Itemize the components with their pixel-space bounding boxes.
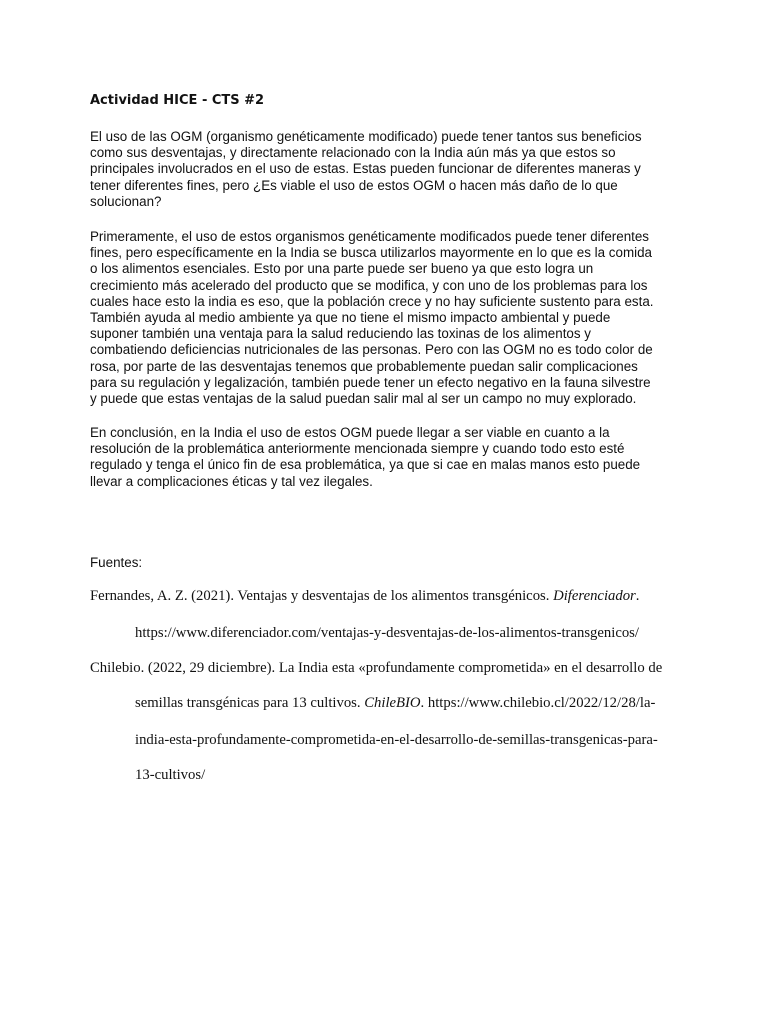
text-line: rosa, por parte de las desventajas tenemos que probablemente puedan salir complicaciones bbox=[90, 358, 638, 374]
reference-journal: Diferenciador bbox=[553, 588, 636, 604]
reference-2-url-end[interactable]: 13-cultivos/ bbox=[135, 767, 206, 783]
reference-journal: ChileBIO bbox=[364, 695, 421, 711]
text-line: crecimiento más acelerado del producto que se modifica, y con uno de los problemas para los bbox=[90, 277, 648, 293]
text-line: resolución de la problemática anteriormente mencionada siempre y cuando todo esto esté bbox=[90, 441, 625, 457]
text-line: y puede que estas ventajas de la salud puedan salir mal al ser un campo no muy explorado. bbox=[90, 391, 637, 407]
text-line: También ayuda al medio ambiente ya que no tiene el mismo impacto ambiental y puede bbox=[90, 310, 611, 326]
reference-text: semillas transgénicas para 13 cultivos. bbox=[135, 695, 365, 711]
text-line: o los alimentos esenciales. Esto por una parte puede ser bueno ya que esto logra un bbox=[90, 261, 594, 277]
reference-1-url[interactable]: https://www.diferenciador.com/ventajas-y-desventajas-de-los-alimentos-transgenicos/ bbox=[135, 625, 639, 641]
text-line: para su regulación y legalización, también puede tener un efecto negativo en la fauna silvestre bbox=[90, 374, 651, 390]
text-line: solucionan? bbox=[90, 193, 162, 209]
paragraph-conclusion bbox=[90, 425, 680, 490]
text-line: fines, pero específicamente en la India se busca utilizarlos mayormente en lo que es la comida bbox=[90, 245, 652, 261]
reference-2-url-line[interactable]: india-esta-profundamente-comprometida-en-el-desarrollo-de-semillas-transgenicas-para- bbox=[135, 732, 658, 748]
text-line: como sus desventajas, y directamente relacionado con la India aún más ya que estos so bbox=[90, 145, 616, 161]
text-line: En conclusión, en la India el uso de estos OGM puede llegar a ser viable en cuanto a la bbox=[90, 425, 610, 440]
document-title: Actividad HICE - CTS #2 bbox=[90, 93, 265, 108]
text-line: regulado y tenga el único fin de esa problemática, ya que si cae en malas manos esto puede bbox=[90, 457, 641, 473]
reference-1 bbox=[90, 588, 639, 605]
text-line: tener diferentes fines, pero ¿Es viable el uso de estos OGM o hacen más daño de lo que bbox=[90, 177, 618, 193]
reference-text: . bbox=[635, 588, 640, 604]
reference-url-start[interactable]: . https://www.chilebio.cl/2022/12/28/la- bbox=[420, 695, 656, 711]
text-line: llevar a complicaciones éticas y tal vez ilegales. bbox=[90, 473, 373, 489]
paragraph-body bbox=[90, 229, 680, 407]
text-line: principales involucrados en el uso de estas. Estas pueden funcionar de diferentes maneras y bbox=[90, 161, 641, 177]
text-line: suponer también una ventaja para la salud reduciendo las toxinas de los alimentos y bbox=[90, 326, 591, 342]
text-line: combatiendo deficiencias nutricionales de las personas. Pero con las OGM no es todo color de bbox=[90, 342, 653, 358]
reference-text: Fernandes, A. Z. (2021). Ventajas y desventajas de los alimentos transgénicos. bbox=[90, 588, 554, 604]
sources-heading: Fuentes: bbox=[90, 555, 143, 570]
text-line: El uso de las OGM (organismo genéticamente modificado) puede tener tantos sus beneficios bbox=[90, 129, 642, 144]
reference-2-line-2 bbox=[135, 695, 655, 712]
text-line: cuales hace esto la india es eso, que la población crece y no hay suficiente sustento para esta. bbox=[90, 293, 654, 309]
text-line: Primeramente, el uso de estos organismos genéticamente modificados puede tener diferentes bbox=[90, 229, 650, 244]
reference-2: Chilebio. (2022, 29 diciembre). La India esta «profundamente comprometida» en el desarrollo de bbox=[90, 660, 663, 676]
paragraph-introduction bbox=[90, 129, 680, 210]
